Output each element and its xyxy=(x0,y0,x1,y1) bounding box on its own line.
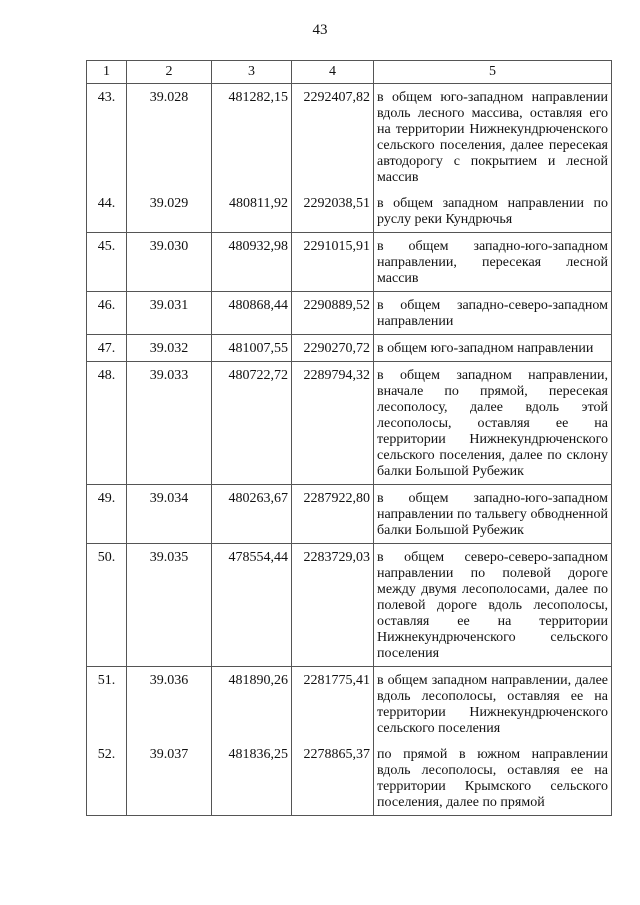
table-body xyxy=(87,84,612,816)
page-number: 43 xyxy=(312,22,328,38)
point-id: 39.034 xyxy=(127,485,212,544)
coordinate-y: 2292407,82 xyxy=(292,84,374,191)
coordinate-x: 480722,72 xyxy=(212,362,292,485)
boundary-description: в общем западном направлении, далее вдоль лесополосы, оставляя ее на территории Нижнекундрюченского сельского поселения xyxy=(374,667,612,742)
table-header-row xyxy=(87,61,612,84)
column-header: 3 xyxy=(212,61,292,84)
boundary-description: в общем западно-юго-западном направлении, пересекая лесной массив xyxy=(374,233,612,292)
table-row xyxy=(87,190,612,233)
point-id: 39.031 xyxy=(127,292,212,335)
coordinate-x: 480263,67 xyxy=(212,485,292,544)
boundary-description: в общем юго-западном направлении вдоль лесного массива, оставляя его на территории Нижнекундрюченского сельского поселения, далее пересекая автодорогу с покрытием и лесной массив xyxy=(374,84,612,191)
coordinate-x: 481836,25 xyxy=(212,741,292,816)
table-row xyxy=(87,362,612,485)
coordinate-y: 2290889,52 xyxy=(292,292,374,335)
table-row xyxy=(87,485,612,544)
column-header: 1 xyxy=(87,61,127,84)
row-number: 46. xyxy=(87,292,127,335)
table-row xyxy=(87,667,612,742)
boundary-description: в общем северо-северо-западном направлении по полевой дороге между двумя лесополосами, далее по полевой дороге вдоль лесополосы, оставляя ее на территории Нижнекундрюченского сельского поселения xyxy=(374,544,612,667)
row-number: 50. xyxy=(87,544,127,667)
column-header: 5 xyxy=(374,61,612,84)
row-number: 48. xyxy=(87,362,127,485)
boundary-description: в общем юго-западном направлении xyxy=(374,335,612,362)
table-row xyxy=(87,84,612,191)
coordinate-y: 2278865,37 xyxy=(292,741,374,816)
coordinate-y: 2287922,80 xyxy=(292,485,374,544)
coordinate-y: 2292038,51 xyxy=(292,190,374,233)
coordinate-x: 480868,44 xyxy=(212,292,292,335)
coordinate-x: 480811,92 xyxy=(212,190,292,233)
coordinate-y: 2290270,72 xyxy=(292,335,374,362)
point-id: 39.035 xyxy=(127,544,212,667)
boundary-description: в общем западном направлении, вначале по прямой, пересекая лесополосу, далее вдоль этой лесополосы, оставляя ее на территории Нижнекундрюченского сельского поселения, далее по склону балки Большой Рубежик xyxy=(374,362,612,485)
boundary-table xyxy=(86,60,612,816)
coordinate-y: 2281775,41 xyxy=(292,667,374,742)
point-id: 39.032 xyxy=(127,335,212,362)
point-id: 39.036 xyxy=(127,667,212,742)
coordinate-y: 2283729,03 xyxy=(292,544,374,667)
coordinate-y: 2291015,91 xyxy=(292,233,374,292)
boundary-description: по прямой в южном направлении вдоль лесополосы, оставляя ее на территории Крымского сельского поселения, далее по прямой xyxy=(374,741,612,816)
point-id: 39.030 xyxy=(127,233,212,292)
table-row xyxy=(87,335,612,362)
point-id: 39.028 xyxy=(127,84,212,191)
row-number: 45. xyxy=(87,233,127,292)
point-id: 39.037 xyxy=(127,741,212,816)
row-number: 43. xyxy=(87,84,127,191)
table-row xyxy=(87,233,612,292)
row-number: 47. xyxy=(87,335,127,362)
coordinate-x: 481282,15 xyxy=(212,84,292,191)
column-header: 4 xyxy=(292,61,374,84)
row-number: 52. xyxy=(87,741,127,816)
row-number: 44. xyxy=(87,190,127,233)
table-row xyxy=(87,292,612,335)
coordinate-x: 478554,44 xyxy=(212,544,292,667)
boundary-description: в общем западно-северо-западном направлении xyxy=(374,292,612,335)
coordinate-y: 2289794,32 xyxy=(292,362,374,485)
boundary-description: в общем западно-юго-западном направлении по тальвегу обводненной балки Большой Рубежик xyxy=(374,485,612,544)
coordinate-x: 480932,98 xyxy=(212,233,292,292)
boundary-description: в общем западном направлении по руслу реки Кундрючья xyxy=(374,190,612,233)
column-header: 2 xyxy=(127,61,212,84)
coordinate-x: 481890,26 xyxy=(212,667,292,742)
row-number: 51. xyxy=(87,667,127,742)
table-row xyxy=(87,544,612,667)
row-number: 49. xyxy=(87,485,127,544)
coordinate-x: 481007,55 xyxy=(212,335,292,362)
point-id: 39.029 xyxy=(127,190,212,233)
table-row xyxy=(87,741,612,816)
point-id: 39.033 xyxy=(127,362,212,485)
